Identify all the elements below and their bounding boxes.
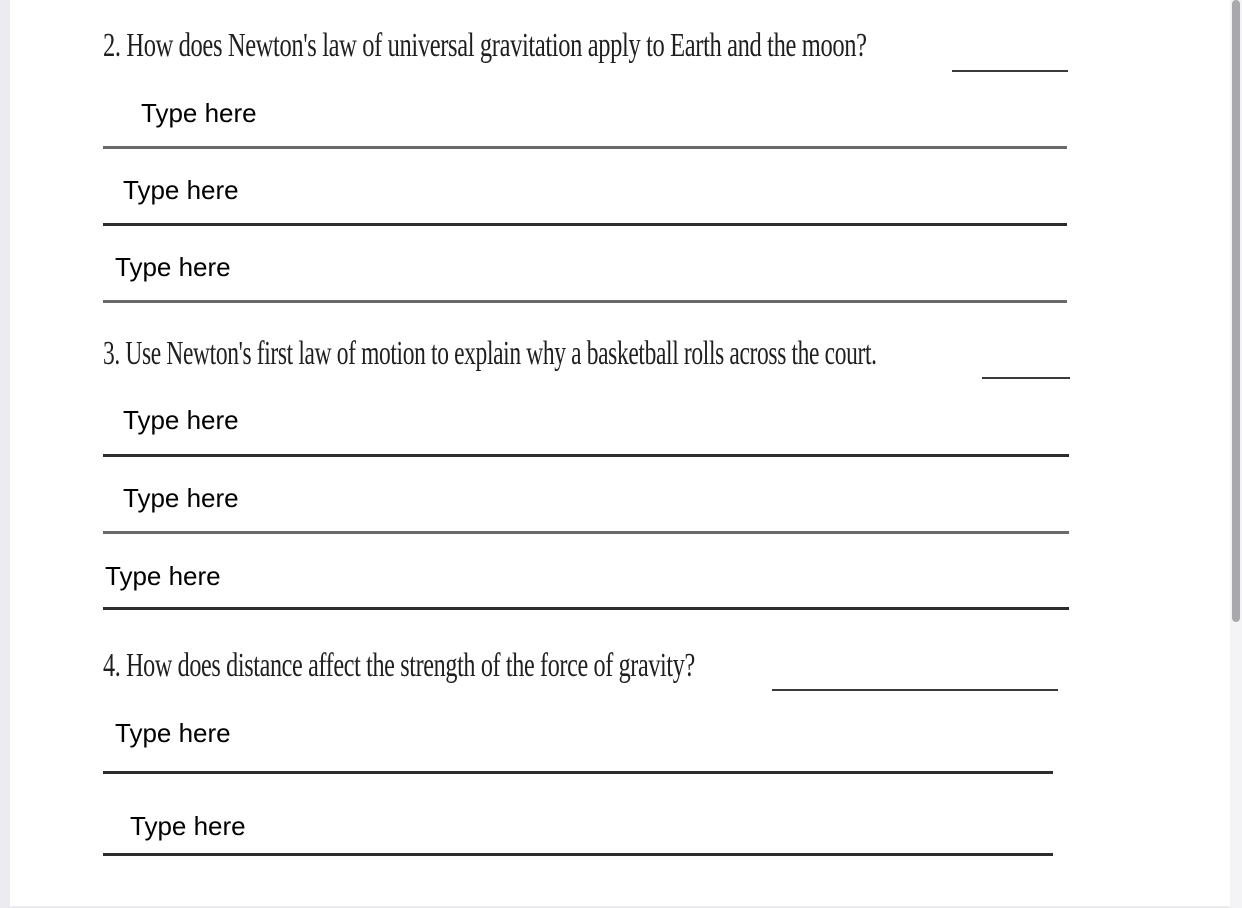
answer-line-3a: [103, 454, 1069, 457]
answer-line-2c: [103, 300, 1067, 303]
question-3-inline-blank: [982, 377, 1070, 379]
answer-field-2c[interactable]: Type here: [115, 252, 231, 282]
answer-line-4b: [103, 853, 1053, 856]
answer-field-2b[interactable]: Type here: [123, 175, 239, 205]
question-2-inline-blank: [952, 70, 1068, 72]
answer-field-3c[interactable]: Type here: [105, 561, 221, 591]
answer-field-4b[interactable]: Type here: [130, 811, 246, 841]
answer-line-4a: [103, 771, 1053, 774]
answer-line-3b: [103, 531, 1069, 534]
answer-line-2a: [103, 146, 1067, 149]
question-4-inline-blank: [772, 689, 1058, 691]
answer-field-4a[interactable]: Type here: [115, 718, 231, 748]
question-3-text: 3. Use Newton's first law of motion to explain why a basketball rolls across the court.: [103, 335, 877, 372]
answer-line-2b: [103, 223, 1067, 226]
question-4-text: 4. How does distance affect the strength of the force of gravity?: [103, 647, 695, 684]
vertical-scrollbar[interactable]: [1230, 0, 1242, 908]
answer-line-3c: [103, 607, 1069, 610]
answer-field-3a[interactable]: Type here: [123, 405, 239, 435]
worksheet-page: [10, 0, 1232, 906]
scrollbar-thumb[interactable]: [1232, 0, 1240, 622]
answer-field-2a[interactable]: Type here: [141, 98, 257, 128]
question-2-text: 2. How does Newton's law of universal gravitation apply to Earth and the moon?: [103, 27, 867, 64]
answer-field-3b[interactable]: Type here: [123, 483, 239, 513]
